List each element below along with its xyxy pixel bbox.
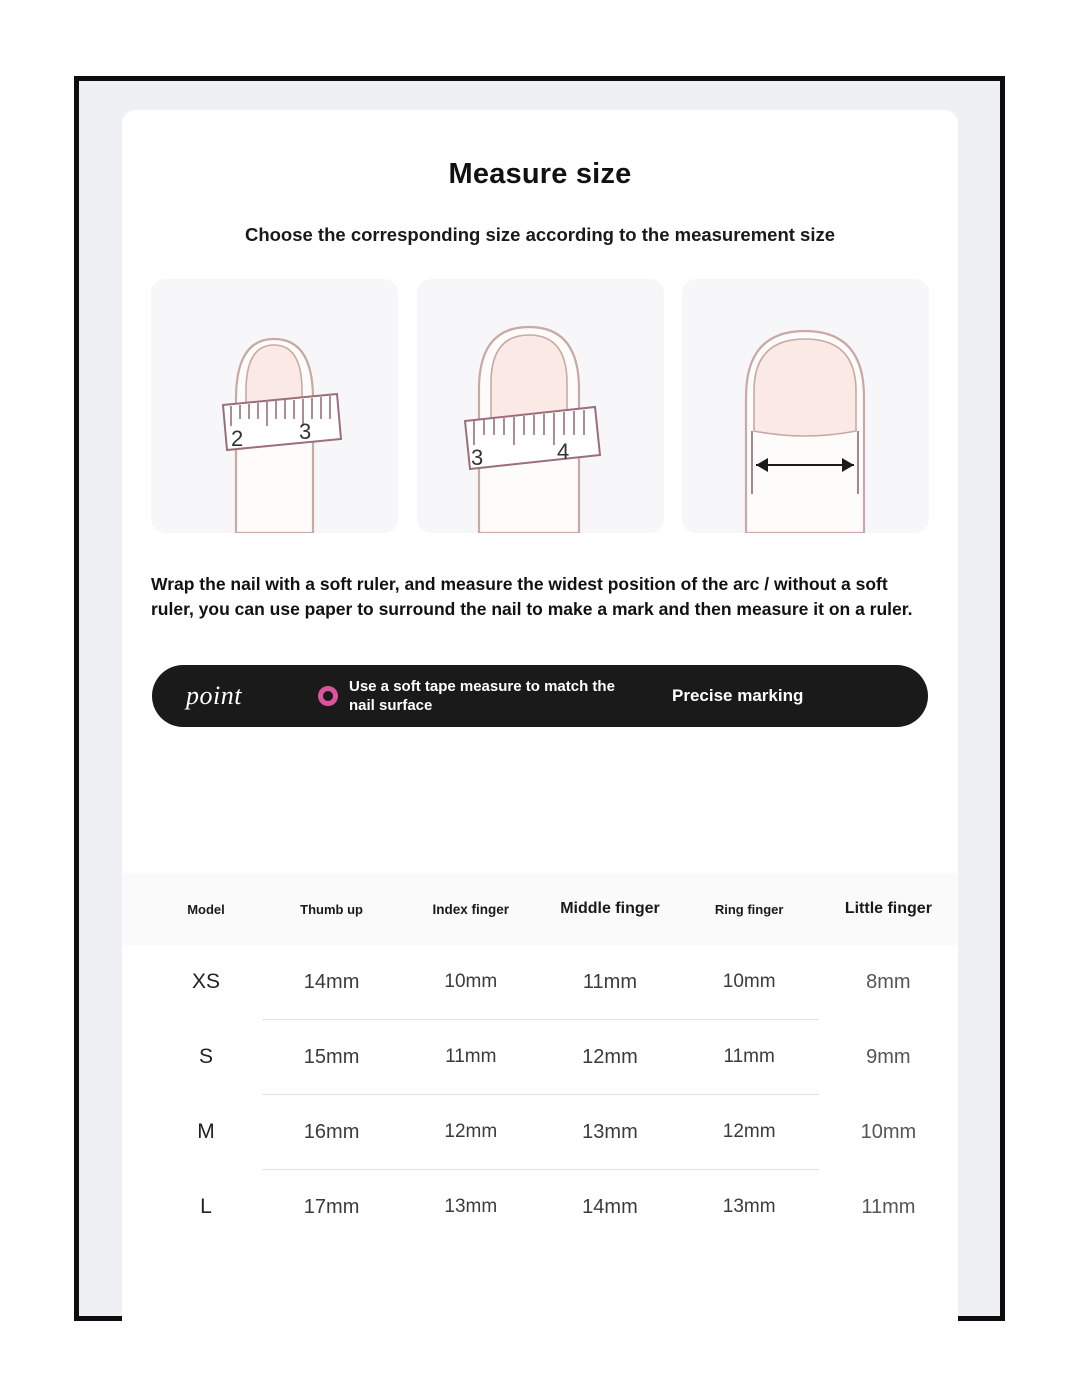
ring-icon: [318, 686, 338, 706]
cell-index: 10mm: [401, 945, 540, 1020]
cell-model: S: [198, 1045, 213, 1068]
point-tip-text: Use a soft tape measure to match the nail surface: [349, 677, 615, 714]
cell-thumb: 14mm: [262, 945, 401, 1020]
cell-little: 11mm: [861, 1195, 916, 1218]
cell-index: 11mm: [401, 1020, 540, 1095]
table-row: [122, 1020, 958, 1095]
cell-little: 8mm: [866, 970, 911, 993]
table-header-row: [122, 873, 958, 945]
cell-thumb: 16mm: [262, 1095, 401, 1170]
table-row: [122, 945, 958, 1020]
cell-ring: 11mm: [680, 1020, 819, 1095]
illustration-thumb-tape: [151, 279, 398, 533]
content-card: [122, 110, 958, 1321]
point-marking-text: Precise marking: [672, 685, 804, 705]
finger-width-arrow-icon: [682, 279, 929, 533]
column-header-model: Model: [187, 901, 225, 917]
illustration-width-arrow: [682, 279, 929, 533]
cell-ring: 10mm: [680, 945, 819, 1020]
table-row: [122, 1170, 958, 1245]
point-label: point: [186, 680, 242, 710]
svg-text:3: 3: [470, 445, 483, 470]
illustration-row: [122, 279, 958, 533]
cell-little: 10mm: [860, 1120, 917, 1143]
point-callout-bar: [152, 665, 928, 727]
column-header-ring: Ring finger: [714, 901, 784, 917]
size-table-container: [122, 873, 958, 1321]
cell-middle: 11mm: [540, 945, 679, 1020]
cell-middle: 13mm: [540, 1095, 679, 1170]
cell-middle: 14mm: [582, 1195, 638, 1218]
table-row: [122, 1095, 958, 1170]
page-title: Measure size: [448, 158, 632, 190]
cell-thumb: 15mm: [262, 1020, 401, 1095]
cell-index: 12mm: [401, 1095, 540, 1170]
cell-ring: 12mm: [680, 1095, 819, 1170]
svg-text:2: 2: [231, 426, 244, 451]
finger-tape-2-3-icon: [151, 279, 398, 533]
instruction-text: Wrap the nail with a soft ruler, and measure the widest position of the arc / without a soft ruler, you can use paper to surround the nail to make a mark and then measure it on a ruler.: [151, 574, 913, 619]
size-table: [122, 873, 958, 1244]
cell-little: 9mm: [866, 1045, 911, 1068]
cell-model: L: [200, 1195, 212, 1218]
cell-middle: 12mm: [540, 1020, 679, 1095]
cell-ring: 13mm: [722, 1196, 776, 1217]
cell-index: 13mm: [444, 1196, 498, 1217]
cell-model: XS: [191, 970, 220, 993]
cell-thumb: 17mm: [303, 1195, 360, 1218]
illustration-index-tape: [417, 279, 664, 533]
column-header-index: Index finger: [432, 901, 510, 917]
svg-text:3: 3: [299, 419, 312, 444]
column-header-thumb: Thumb up: [300, 901, 363, 917]
page-subtitle: Choose the corresponding size according to the measurement size: [244, 224, 836, 245]
column-header-little: Little finger: [844, 900, 932, 917]
column-header-middle: Middle finger: [560, 900, 660, 917]
cell-model: M: [197, 1120, 215, 1143]
svg-text:4: 4: [556, 439, 569, 464]
finger-tape-3-4-icon: [417, 279, 664, 533]
